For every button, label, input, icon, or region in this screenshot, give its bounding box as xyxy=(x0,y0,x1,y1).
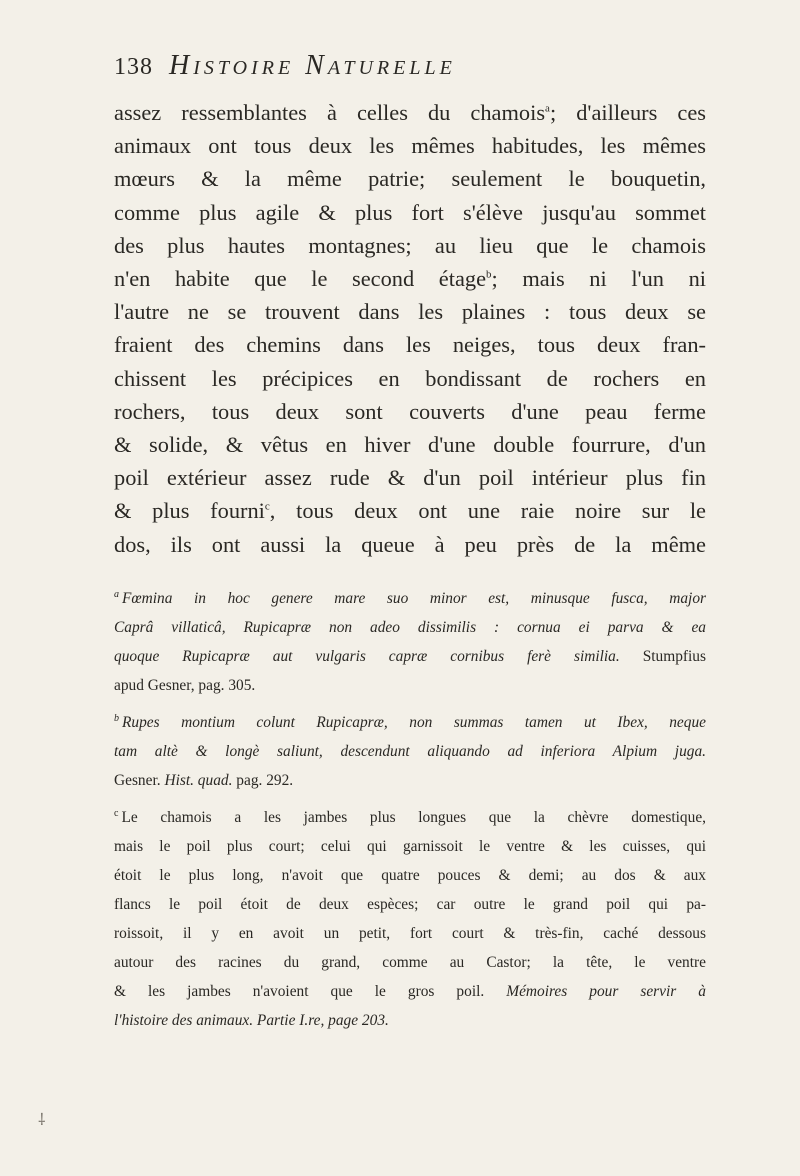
main-text xyxy=(114,96,706,561)
footnote-text: étoit le plus long, n'avoit que quatre pouces & demi; au dos & aux xyxy=(114,867,706,884)
text-line: des plus hautes montagnes; au lieu que le chamois xyxy=(114,232,706,258)
footnote-a xyxy=(114,584,706,700)
text-line: mœurs & la même patrie; seulement le bouquetin, xyxy=(114,166,706,192)
footnote-marker: c xyxy=(114,807,119,819)
note-mark-c: c xyxy=(264,500,270,513)
text-line: comme plus agile & plus fort s'élève jusqu'au sommet xyxy=(114,199,706,225)
text-line: fraient des chemins dans les neiges, tous deux fran- xyxy=(114,332,706,358)
footnote-text: Le chamois a les jambes plus longues que la chèvre domestique, xyxy=(121,809,706,826)
running-title: Histoire Naturelle xyxy=(169,50,456,81)
text-line: l'autre ne se trouvent dans les plaines : tous deux se xyxy=(114,299,706,325)
note-mark-a: a xyxy=(545,102,550,115)
footnote-b xyxy=(114,708,706,795)
text-line: animaux ont tous deux les mêmes habitudes, les mêmes xyxy=(114,133,706,159)
footnotes xyxy=(114,584,706,1043)
footnote-text: Rupes montium colunt Rupicapræ, non summas tamen ut Ibex, neque xyxy=(122,714,706,731)
text-line: dos, ils ont aussi la queue à peu près de la même xyxy=(114,531,706,557)
footnote-c xyxy=(114,803,706,1035)
text-line: rochers, tous deux sont couverts d'une peau ferme xyxy=(114,398,706,424)
footnote-text: mais le poil plus court; celui qui garnissoit le ventre & les cuisses, qui xyxy=(114,838,706,855)
margin-mark: ⸸ xyxy=(38,1112,46,1129)
note-mark-b: b xyxy=(486,268,492,281)
page-number: 138 xyxy=(114,54,153,80)
footnote-marker: b xyxy=(114,712,119,724)
footnote-text: flancs le poil étoit de deux espèces; car outre le grand poil qui pa- xyxy=(114,896,706,913)
text-line: chissent les précipices en bondissant de rochers en xyxy=(114,365,706,391)
page-header xyxy=(114,50,714,90)
footnote-text: Caprâ villaticâ, Rupicapræ non adeo dissimilis : cornua ei parva & ea xyxy=(114,619,706,636)
footnote-reference: Mémoires pour servir à xyxy=(506,983,706,1000)
footnote-author: Stumpfius xyxy=(642,648,706,665)
footnote-marker: a xyxy=(114,588,119,600)
footnote-reference: l'histoire des animaux. Partie I.re, page 203. xyxy=(114,1012,389,1029)
footnote-reference: Gesner. Hist. quad. pag. 292. xyxy=(114,772,294,789)
footnote-text: Fœmina in hoc genere mare suo minor est, minusque fusca, major xyxy=(122,590,706,607)
text-line: n'en habite que le second étage$^b$; mais ni l'un ni xyxy=(114,266,706,292)
footnote-text: roissoit, il y en avoit un petit, fort court & très-fin, caché dessous xyxy=(114,925,706,942)
footnote-text: quoque Rupicapræ aut vulgaris capræ cornibus ferè similia. xyxy=(114,648,620,665)
footnote-text: tam altè & longè saliunt, descendunt aliquando ad inferiora Alpium juga. xyxy=(114,743,706,760)
text-line: poil extérieur assez rude & d'un poil intérieur plus fin xyxy=(114,465,706,491)
text-line: & solide, & vêtus en hiver d'une double fourrure, d'un xyxy=(114,432,706,458)
footnote-text: & les jambes n'avoient que le gros poil. xyxy=(114,983,485,1000)
text-line: & plus fourni$^c$, tous deux ont une raie noire sur le xyxy=(114,498,706,524)
footnote-text: autour des racines du grand, comme au Castor; la tête, le ventre xyxy=(114,954,706,971)
footnote-reference: apud Gesner, pag. 305. xyxy=(114,677,256,694)
text-line: assez ressemblantes à celles du chamois$^a$; d'ailleurs ces xyxy=(114,100,706,125)
